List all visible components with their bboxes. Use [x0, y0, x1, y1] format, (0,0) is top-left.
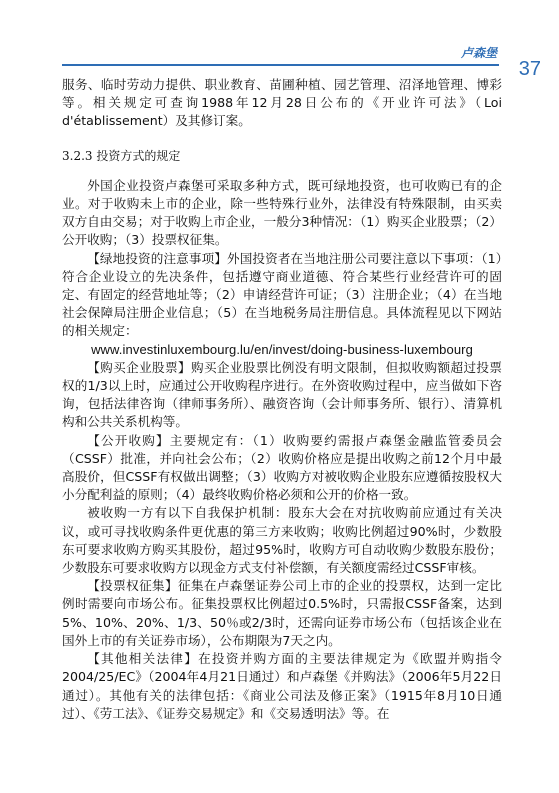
paragraph-public-offer: 【公开收购】主要规定有：（1）收购要约需报卢森堡金融监管委员会（CSSF）批准，并向社会公布；（2）收购价格应是提出收购之前12个月中最高股价，但CSSF有权做出调整；（3）收购方对被收购企业股东应遵循按股权大小分配利益的原则；（4）最终收购价格必须和公开的价格一致。 — [62, 432, 502, 503]
page-body — [62, 76, 502, 723]
paragraph-proxy-solicitation: 【投票权征集】征集在卢森堡证券公司上市的企业的投票权，达到一定比例时需要向市场公布。征集投票权比例超过0.5%时，只需报CSSF备案，达到5%、10%、20%、1/3、50％或2/3时，还需向证券市场公布（包括该企业在国外上市的有关证券市场），公布期限为7天之内。 — [62, 578, 502, 648]
reference-url[interactable]: www.investinluxembourg.lu/en/invest/doing-business-luxembourg — [91, 341, 473, 357]
header-rule — [62, 64, 499, 66]
paragraph-investment-methods: 外国企业投资卢森堡可采取多种方式，既可绿地投资，也可收购已有的企业。对于收购未上市的企业，除一些特殊行业外，法律没有特殊限制，由买卖双方自由交易；对于收购上市企业，一般分3种情况：（1）购买企业股票；（2）公开收购；（3）投票权征集。 — [62, 177, 502, 248]
header-title: 卢森堡 — [460, 46, 497, 60]
page-number: 37 — [518, 58, 541, 80]
paragraph-share-purchase: 【购买企业股票】购买企业股票比例没有明文限制，但拟收购额超过投票权的1/3以上时，应通过公开收购程序进行。在外资收购过程中，应当做如下咨询，包括法律咨询（律师事务所）、融资咨询（会计师事务所、银行）、清算机构和公共关系机构等。 — [62, 359, 502, 430]
paragraph-protection: 被收购一方有以下自我保护机制：股东大会在对抗收购前应通过有关决议，或可寻找收购条件更优惠的第三方来收购；收购比例超过90%时，少数股东可要求收购方购买其股份，超过95%时，收购方可自动收购少数股东股份；少数股东可要求收购方以现金方式支付补偿额，有关额度需经过CSSF审核。 — [62, 505, 502, 576]
paragraph-other-laws: 【其他相关法律】在投资并购方面的主要法律规定为《欧盟并购指令2004/25/EC》（2004年4月21日通过）和卢森堡《并购法》（2006年5月22日通过）。其他有关的法律包括：《商业公司法及修正案》（1915年8月10日通过）、《劳工法》、《证券交易规定》和《交易透明法》等。在 — [62, 651, 502, 721]
section-heading: 3.2.3 投资方式的规定 — [62, 148, 181, 163]
paragraph-greenfield: 【绿地投资的注意事项】外国投资者在当地注册公司要注意以下事项：（1）符合企业设立的先决条件，包括遵守商业道德、符合某些行业经营许可的固定、有固定的经营地址等；（2）申请经营许可证；（3）注册企业；（4）在当地社会保障局注册企业信息；（5）在当地税务局注册信息。具体流程见以下网站的相关规定： — [62, 250, 502, 339]
intro-paragraph: 服务、临时劳动力提供、职业教育、苗圃种植、园艺管理、沼泽地管理、博彩等。相关规定可查询1988年12月28日公布的《开业许可法》（Loi d'établissement）及其修订案。 — [62, 77, 502, 129]
